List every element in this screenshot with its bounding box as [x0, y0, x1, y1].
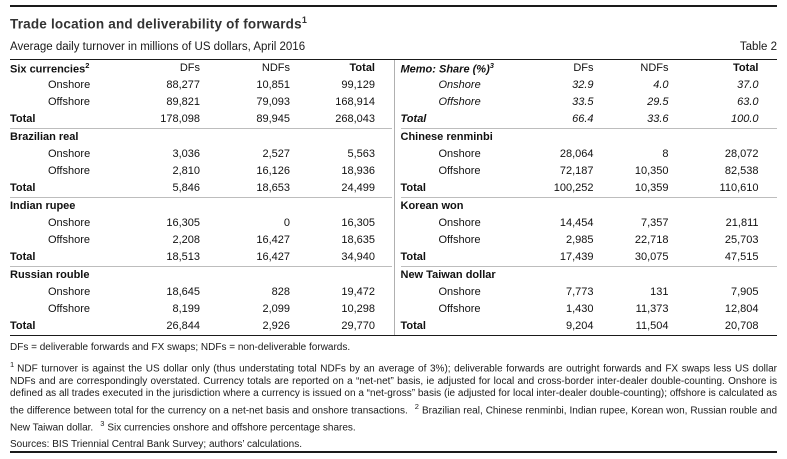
row-label: Onshore [48, 79, 91, 91]
table-row-offshore [10, 163, 392, 180]
dfs-value: 100,252 [553, 182, 594, 194]
dfs-value: 66.4 [572, 113, 594, 125]
ndfs-value: 79,093 [256, 96, 290, 108]
dfs-value: 26,844 [166, 320, 200, 332]
ndfs-value: 10,851 [256, 79, 290, 91]
footnote-paragraph [10, 359, 777, 434]
dfs-value: 88,277 [166, 79, 200, 91]
row-label: Onshore [48, 217, 91, 229]
row-label: Onshore [438, 79, 481, 91]
col-header-dfs: DFs [179, 62, 200, 74]
ndfs-value: 30,075 [634, 251, 669, 263]
dfs-value: 17,439 [559, 251, 594, 263]
dfs-value: 14,454 [559, 217, 594, 229]
title-footnote-marker: 1 [301, 15, 308, 25]
table-row-onshore [401, 77, 778, 94]
table-header-row [10, 60, 392, 77]
row-label: Offshore [438, 96, 481, 108]
top-rule [10, 5, 777, 7]
ndfs-value: 0 [283, 217, 290, 229]
col-header-total: Total [733, 62, 759, 74]
table-row-onshore [10, 215, 392, 232]
dfs-value: 32.9 [572, 79, 594, 91]
ndfs-value: 16,427 [256, 251, 290, 263]
total-value: 10,298 [341, 303, 375, 315]
sources-line: Sources: BIS Triennial Central Bank Survey; authors’ calculations. [10, 439, 302, 451]
row-label: Offshore [438, 303, 481, 315]
currency-block-indian-rupee [10, 197, 392, 266]
currency-block-chinese-renminbi [401, 128, 778, 197]
subtitle-row [10, 41, 777, 60]
table-row-total [10, 249, 392, 266]
table-row-total [401, 180, 778, 197]
table-right-panel [394, 60, 778, 335]
total-value: 47,515 [724, 251, 759, 263]
table-row-total [401, 318, 778, 335]
dfs-value: 18,645 [166, 286, 200, 298]
row-label: Total [400, 251, 426, 263]
total-value: 268,043 [335, 113, 375, 125]
table-row-onshore [10, 77, 392, 94]
ndfs-value: 29.5 [647, 96, 669, 108]
dfs-value: 2,985 [565, 234, 594, 246]
total-value: 28,072 [724, 148, 759, 160]
ndfs-value: 10,359 [634, 182, 669, 194]
table-row-onshore [10, 146, 392, 163]
table-header-row [401, 267, 778, 284]
total-value: 63.0 [737, 96, 759, 108]
dfs-value: 2,810 [172, 165, 200, 177]
row-label: Offshore [438, 165, 481, 177]
ndfs-value: 89,945 [256, 113, 290, 125]
table-number-label: Table 2 [739, 40, 777, 53]
dfs-value: 18,513 [166, 251, 200, 263]
row-label: Onshore [438, 217, 481, 229]
ndfs-value: 16,427 [256, 234, 290, 246]
dfs-value: 8,199 [172, 303, 200, 315]
row-label: Total [10, 320, 36, 332]
total-value: 29,770 [341, 320, 375, 332]
dfs-value: 9,204 [565, 320, 594, 332]
currency-block-russian-rouble [10, 266, 392, 335]
table-row-onshore [401, 215, 778, 232]
col-header-ndfs: NDFs [640, 62, 669, 74]
table-row-offshore [401, 301, 778, 318]
total-value: 24,499 [341, 182, 375, 194]
table-row-total [10, 111, 392, 128]
row-label: Total [10, 251, 36, 263]
footnote-2-marker: 2 [414, 401, 419, 411]
currency-block-brazilian-real [10, 128, 392, 197]
total-value: 82,538 [724, 165, 759, 177]
block-title-korean-won: Korean won [400, 200, 464, 212]
dfs-value: 33.5 [572, 96, 594, 108]
ndfs-value: 11,504 [635, 320, 669, 332]
footnotes [10, 336, 777, 452]
ndfs-value: 8 [662, 148, 669, 160]
dfs-value: 72,187 [559, 165, 594, 177]
total-value: 16,305 [341, 217, 375, 229]
row-label: Onshore [48, 148, 91, 160]
ndfs-value: 33.6 [647, 113, 669, 125]
block-title-new-taiwan-dollar: New Taiwan dollar [400, 269, 496, 281]
dfs-value: 3,036 [172, 148, 200, 160]
currency-block-six-currencies [10, 60, 392, 128]
page-title [10, 15, 777, 32]
total-value: 19,472 [341, 286, 375, 298]
table-row-onshore [10, 284, 392, 301]
dfs-value: 2,208 [172, 234, 200, 246]
table-header-row [401, 129, 778, 146]
dfs-value: 89,821 [166, 96, 200, 108]
table-row-offshore [10, 94, 392, 111]
total-value: 18,635 [341, 234, 375, 246]
total-value: 99,129 [341, 79, 375, 91]
table-row-total [10, 318, 392, 335]
bottom-rule [10, 451, 777, 453]
dfs-value: 16,305 [166, 217, 200, 229]
block-title-six-currencies [10, 61, 110, 76]
block-footnote-marker: 2 [85, 60, 90, 70]
row-label: Onshore [48, 286, 91, 298]
total-value: 168,914 [335, 96, 375, 108]
block-title-indian-rupee: Indian rupee [10, 200, 76, 212]
table-left-panel [10, 60, 394, 335]
ndfs-value: 11,373 [635, 303, 669, 315]
total-value: 110,610 [719, 182, 759, 194]
table-row-total [10, 180, 392, 197]
table-header-row [401, 198, 778, 215]
block-footnote-marker: 3 [489, 60, 494, 70]
ndfs-value: 131 [650, 286, 669, 298]
total-value: 21,811 [725, 217, 759, 229]
row-label: Offshore [48, 165, 90, 177]
dfs-value: 5,846 [172, 182, 200, 194]
turnover-table [10, 60, 777, 336]
row-label: Total [400, 182, 426, 194]
total-value: 25,703 [724, 234, 759, 246]
total-value: 34,940 [341, 251, 375, 263]
dfs-value: 1,430 [565, 303, 594, 315]
row-label: Onshore [438, 286, 481, 298]
table-row-onshore [401, 284, 778, 301]
block-title-russian-rouble: Russian rouble [10, 269, 90, 281]
col-header-total: Total [349, 62, 375, 74]
total-value: 100.0 [730, 113, 759, 125]
table-header-row [10, 129, 392, 146]
row-label: Total [10, 182, 36, 194]
subtitle: Average daily turnover in millions of US dollars, April 2016 [10, 40, 306, 53]
block-title-text: Six currencies [10, 63, 86, 76]
table-row-onshore [401, 146, 778, 163]
row-label: Offshore [48, 96, 90, 108]
ndfs-value: 828 [271, 286, 290, 298]
table-row-total [401, 249, 778, 266]
total-value: 12,804 [724, 303, 759, 315]
block-title-brazilian-real: Brazilian real [10, 131, 79, 143]
ndfs-value: 18,653 [256, 182, 290, 194]
table-row-offshore [401, 94, 778, 111]
ndfs-value: 7,357 [640, 217, 669, 229]
ndfs-value: 2,527 [262, 148, 290, 160]
table-header-row [10, 267, 392, 284]
footnote-1-text: NDF turnover is against the US dollar only (thus understating total NDFs by an average of 3%); deliverable forwards are outright forwards and FX swaps less US dollar NDFs and are correspondingly overstated. Currency totals are reported on a “net-net” basis, ie adjusted for local and cross-border inter-dealer double-counting. Onshore is defined as all trades executed in the jurisdiction where a currency is issued on a “net-gross” basis (ie adjusted for local inter-dealer double-counting); offshore is calculated as the difference between total for the currency on a net-net basis and onshore transactions. [10, 363, 777, 417]
ndfs-value: 2,099 [262, 303, 290, 315]
table-row-offshore [10, 232, 392, 249]
row-label: Total [400, 320, 426, 332]
col-header-dfs: DFs [573, 62, 594, 74]
ndfs-value: 2,926 [262, 320, 290, 332]
dfs-value: 178,098 [160, 113, 200, 125]
abbreviations-note: DFs = deliverable forwards and FX swaps; NDFs = non-deliverable forwards. [10, 341, 351, 353]
dfs-value: 28,064 [559, 148, 594, 160]
ndfs-value: 16,126 [256, 165, 290, 177]
total-value: 5,563 [347, 148, 375, 160]
memo-share-block [401, 60, 778, 128]
row-label: Offshore [438, 234, 481, 246]
total-value: 20,708 [724, 320, 759, 332]
row-label: Total [10, 113, 36, 125]
table-row-offshore [401, 232, 778, 249]
footnote-3-text: Six currencies onshore and offshore percentage shares. [107, 421, 356, 433]
ndfs-value: 10,350 [634, 165, 669, 177]
row-label: Onshore [438, 148, 481, 160]
ndfs-value: 22,718 [634, 234, 669, 246]
ndfs-value: 4.0 [653, 79, 669, 91]
table-row-total [401, 111, 778, 128]
total-value: 18,936 [341, 165, 375, 177]
row-label: Offshore [48, 234, 90, 246]
table-header-row [401, 60, 778, 77]
block-title-memo-share [401, 61, 513, 76]
page-title-text: Trade location and deliverability of forwards [10, 16, 302, 32]
footnote-3-marker: 3 [100, 418, 105, 428]
total-value: 7,905 [730, 286, 759, 298]
table-row-offshore [401, 163, 778, 180]
row-label: Offshore [48, 303, 90, 315]
row-label: Total [400, 113, 427, 125]
footnote-1-marker: 1 [10, 360, 15, 369]
table-row-offshore [10, 301, 392, 318]
total-value: 37.0 [737, 79, 759, 91]
block-title-chinese-renminbi: Chinese renminbi [400, 131, 493, 143]
col-header-ndfs: NDFs [261, 62, 290, 74]
block-title-text: Memo: Share (%) [400, 63, 490, 76]
currency-block-new-taiwan-dollar [401, 266, 778, 335]
currency-block-korean-won [401, 197, 778, 266]
footnote-2-text: Brazilian real, Chinese renminbi, Indian rupee, Korean won, Russian rouble and New Taiwan dollar. [10, 405, 777, 433]
table-header-row [10, 198, 392, 215]
dfs-value: 7,773 [565, 286, 594, 298]
